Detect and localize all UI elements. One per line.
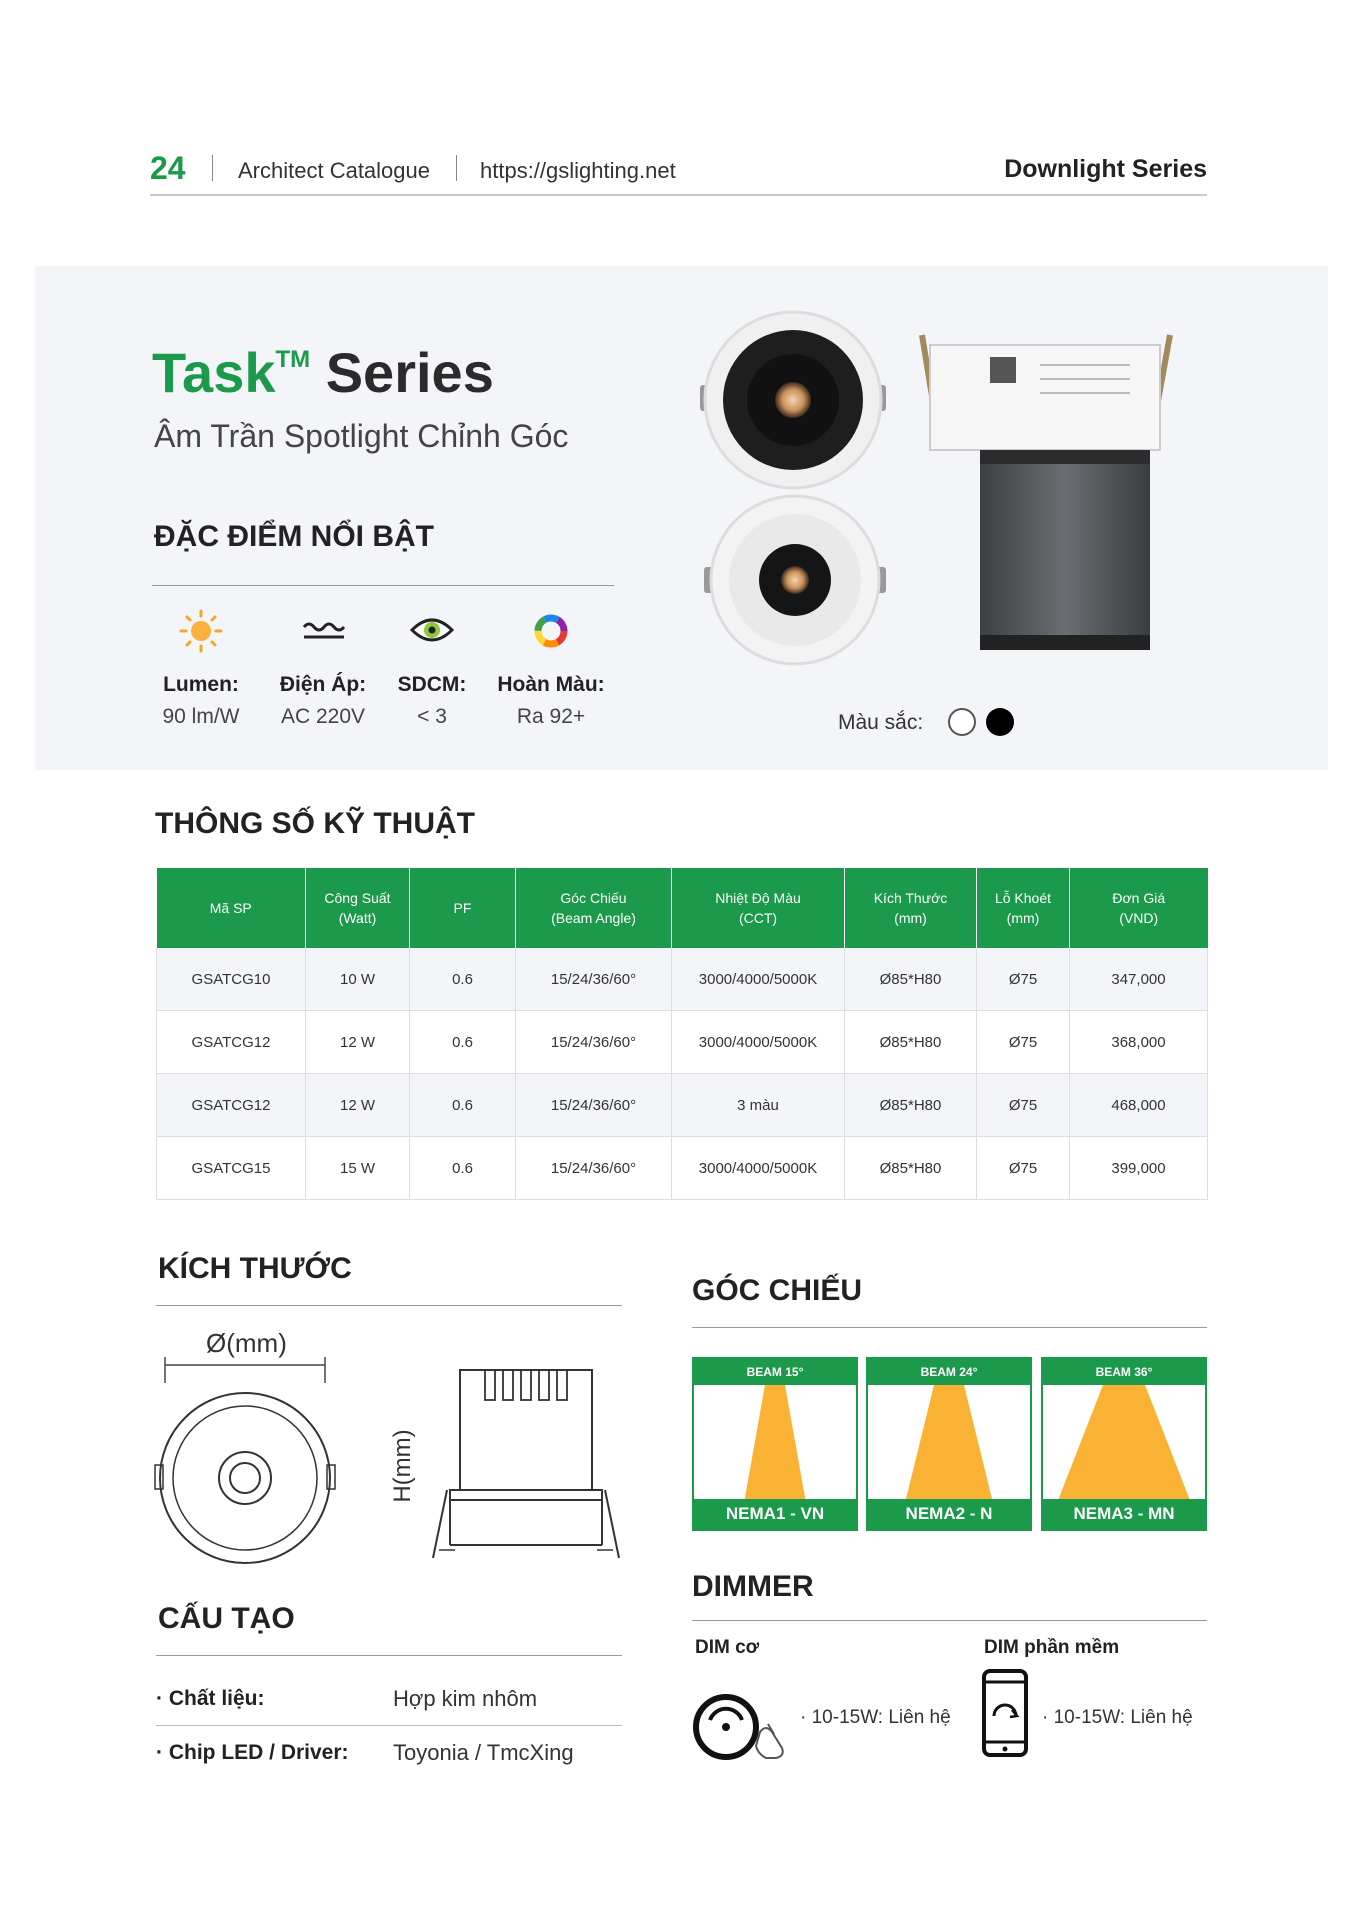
- header-rule: [150, 194, 1207, 196]
- header-text: (CCT): [738, 910, 778, 926]
- feature-value: AC 220V: [280, 705, 366, 728]
- header-text: Mã SP: [209, 900, 252, 916]
- trademark: TM: [275, 346, 311, 373]
- table-cell: 399,000: [1070, 1137, 1208, 1200]
- table-cell: 0.6: [410, 1074, 516, 1137]
- table-cell: GSATCG15: [157, 1137, 306, 1200]
- feature-sdcm: [367, 605, 497, 729]
- dimmer-mechanical-label: DIM cơ: [695, 1637, 760, 1658]
- table-cell: Ø85*H80: [845, 1137, 977, 1200]
- table-header-cell: [410, 868, 516, 948]
- smartphone-icon: [980, 1668, 1030, 1758]
- table-cell: 347,000: [1070, 948, 1208, 1011]
- feature-lumen: [136, 605, 266, 729]
- product-title: [152, 340, 494, 405]
- feature-cri: [486, 605, 616, 729]
- structure-item-value: Hợp kim nhôm: [393, 1686, 538, 1711]
- feature-label: Lumen:: [163, 673, 239, 696]
- title-brand: Task: [152, 341, 276, 404]
- table-cell: 12 W: [306, 1074, 410, 1137]
- beam-rule: [692, 1327, 1207, 1328]
- table-header-cell: [845, 868, 977, 948]
- beam-card-36: [1041, 1357, 1207, 1531]
- dimmer-software-label: DIM phần mềm: [984, 1637, 1120, 1658]
- table-cell: GSATCG12: [157, 1011, 306, 1074]
- sun-icon: [136, 605, 266, 655]
- colors-label: Màu sắc:: [838, 711, 924, 734]
- header-text: Kích Thước: [873, 890, 948, 906]
- feature-value: < 3: [417, 705, 447, 728]
- header-text: Đơn Giá: [1112, 890, 1166, 906]
- beam-angle-label: BEAM 36°: [1043, 1359, 1205, 1385]
- feature-value: Ra 92+: [516, 705, 586, 728]
- table-cell: 15/24/36/60°: [516, 1011, 672, 1074]
- table-header-cell: [306, 868, 410, 948]
- structure-item-value: Toyonia / TmcXing: [393, 1740, 574, 1765]
- table-cell: 468,000: [1070, 1074, 1208, 1137]
- dial-knob-icon: [690, 1660, 800, 1760]
- table-cell: 3000/4000/5000K: [672, 1137, 845, 1200]
- eye-icon: [367, 605, 497, 655]
- feature-label: Điện Áp:: [279, 673, 367, 696]
- nema-label: NEMA2 - N: [868, 1499, 1030, 1529]
- header-text: Góc Chiếu: [560, 890, 627, 906]
- dimmer-heading: DIMMER: [692, 1570, 814, 1603]
- structure-row-divider: [156, 1725, 622, 1726]
- dimensions-rule: [156, 1305, 622, 1306]
- table-header-cell: [157, 868, 306, 948]
- beam-card-15: [692, 1357, 858, 1531]
- features-rule: [152, 585, 614, 586]
- color-swatch-black[interactable]: [986, 708, 1014, 736]
- header-text: (VND): [1119, 910, 1159, 926]
- spec-table: [156, 868, 1208, 1200]
- nema-label: NEMA1 - VN: [694, 1499, 856, 1529]
- table-cell: GSATCG10: [157, 948, 306, 1011]
- structure-item-label: · Chất liệu:: [156, 1687, 265, 1710]
- table-cell: GSATCG12: [157, 1074, 306, 1137]
- side-view-drawing: [425, 1360, 630, 1575]
- table-cell: 15 W: [306, 1137, 410, 1200]
- table-cell: 3000/4000/5000K: [672, 1011, 845, 1074]
- beam-cone-icon: [868, 1385, 1030, 1503]
- table-row: [157, 1074, 1208, 1137]
- table-cell: 10 W: [306, 948, 410, 1011]
- color-swatch-white[interactable]: [948, 708, 976, 736]
- table-cell: Ø75: [977, 1011, 1070, 1074]
- beam-angle-label: BEAM 24°: [868, 1359, 1030, 1385]
- top-view-drawing: [150, 1355, 340, 1570]
- table-cell: 15/24/36/60°: [516, 1074, 672, 1137]
- table-cell: 0.6: [410, 948, 516, 1011]
- table-cell: 3000/4000/5000K: [672, 948, 845, 1011]
- table-header-cell: [516, 868, 672, 948]
- header-text: (Watt): [338, 910, 377, 926]
- downlight-white-reflector-photo: [704, 496, 886, 664]
- height-label: H(mm): [389, 1429, 416, 1503]
- table-header-row: [157, 868, 1208, 948]
- website-link[interactable]: https://gslighting.net: [480, 158, 676, 183]
- page-number: 24: [150, 150, 186, 186]
- structure-heading: CẤU TẠO: [158, 1602, 295, 1635]
- header-text: Lỗ Khoét: [994, 890, 1052, 906]
- table-header-cell: [977, 868, 1070, 948]
- diameter-label: Ø(mm): [206, 1328, 287, 1358]
- table-cell: 0.6: [410, 1137, 516, 1200]
- dimensions-heading: KÍCH THƯỚC: [158, 1252, 352, 1285]
- title-series: Series: [310, 341, 494, 404]
- table-cell: Ø85*H80: [845, 1074, 977, 1137]
- downlight-black-reflector-photo: [700, 312, 886, 488]
- beam-card-24: [866, 1357, 1032, 1531]
- table-cell: 0.6: [410, 1011, 516, 1074]
- header-text: (mm): [894, 910, 927, 926]
- dimmer-rule: [692, 1620, 1207, 1621]
- nema-label: NEMA3 - MN: [1043, 1499, 1205, 1529]
- header-text: Nhiệt Độ Màu: [715, 890, 801, 906]
- product-photos: [690, 305, 1200, 670]
- table-row: [157, 1011, 1208, 1074]
- product-subtitle: Âm Trần Spotlight Chỉnh Góc: [154, 418, 569, 454]
- dimmer-software-value: · 10-15W: Liên hệ: [1042, 1707, 1193, 1728]
- table-cell: 15/24/36/60°: [516, 1137, 672, 1200]
- header-text: PF: [453, 900, 472, 916]
- series-name: Downlight Series: [1004, 155, 1207, 183]
- beam-cone-icon: [694, 1385, 856, 1503]
- header-text: Công Suất: [324, 890, 391, 906]
- table-row: [157, 948, 1208, 1011]
- catalogue-name: Architect Catalogue: [238, 158, 430, 183]
- header-text: (mm): [1006, 910, 1040, 926]
- feature-label: Hoàn Màu:: [497, 673, 605, 696]
- table-header-cell: [672, 868, 845, 948]
- feature-label: SDCM:: [397, 673, 467, 696]
- features-heading: ĐẶC ĐIỂM NỔI BẬT: [154, 520, 434, 553]
- header-divider: [212, 155, 213, 181]
- table-cell: 15/24/36/60°: [516, 948, 672, 1011]
- table-cell: 3 màu: [672, 1074, 845, 1137]
- dimmer-mechanical-value: · 10-15W: Liên hệ: [800, 1707, 951, 1728]
- beam-heading: GÓC CHIẾU: [692, 1274, 863, 1307]
- downlight-side-photo: [922, 335, 1170, 650]
- table-row: [157, 1137, 1208, 1200]
- beam-cone-icon: [1043, 1385, 1205, 1503]
- table-header-cell: [1070, 868, 1208, 948]
- table-cell: Ø75: [977, 948, 1070, 1011]
- header-divider: [456, 155, 457, 181]
- color-wheel-icon: [486, 605, 616, 655]
- structure-item-label: · Chip LED / Driver:: [156, 1741, 349, 1764]
- table-cell: Ø85*H80: [845, 948, 977, 1011]
- structure-rule: [156, 1655, 622, 1656]
- table-cell: 12 W: [306, 1011, 410, 1074]
- table-cell: Ø75: [977, 1074, 1070, 1137]
- header-text: (Beam Angle): [551, 910, 636, 926]
- beam-angle-label: BEAM 15°: [694, 1359, 856, 1385]
- table-cell: Ø85*H80: [845, 1011, 977, 1074]
- table-cell: 368,000: [1070, 1011, 1208, 1074]
- feature-value: 90 lm/W: [162, 705, 240, 728]
- specs-heading: THÔNG SỐ KỸ THUẬT: [155, 807, 475, 840]
- height-label-box: [383, 1420, 423, 1520]
- table-cell: Ø75: [977, 1137, 1070, 1200]
